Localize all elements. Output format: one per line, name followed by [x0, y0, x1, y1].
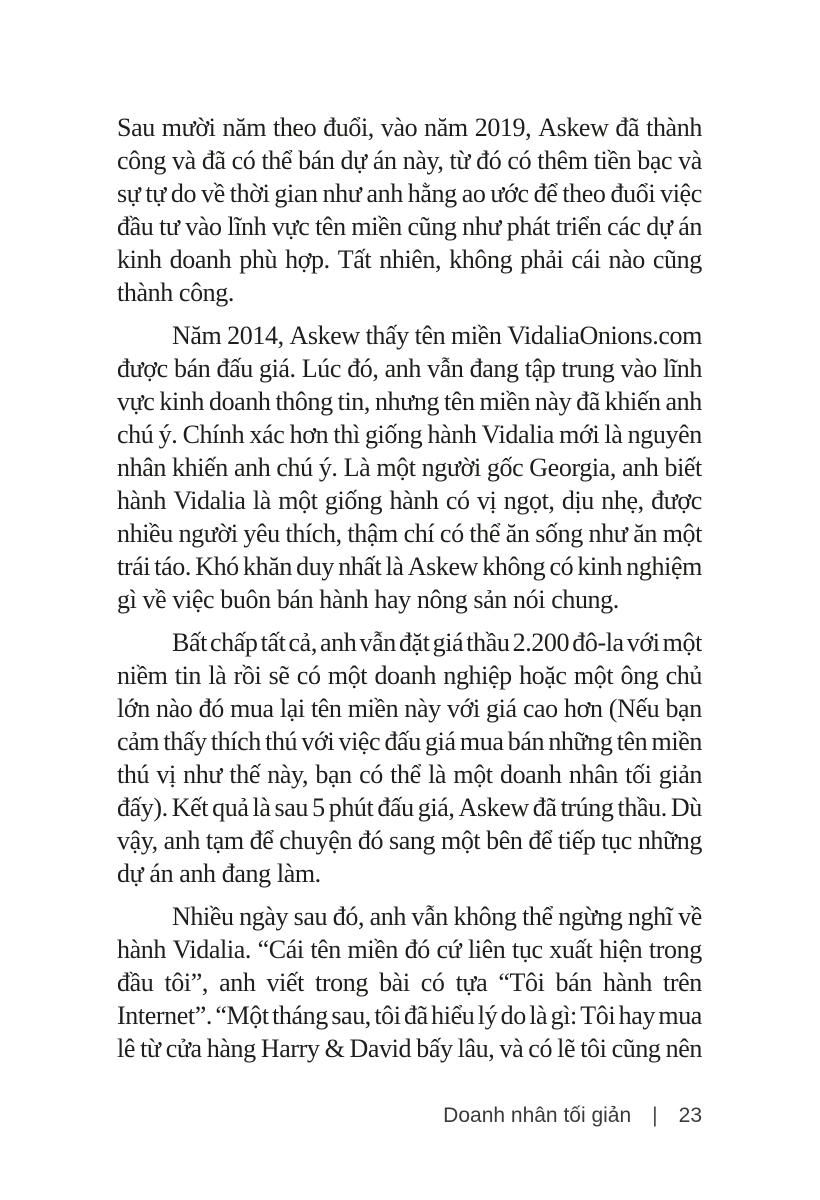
text-line: cảm thấy thích thú với việc đấu giá mua bán những tên miền — [117, 727, 702, 756]
text-line: lê từ cửa hàng Harry & David bấy lâu, và có lẽ tôi cũng nên — [117, 1034, 702, 1063]
text-line: Sau mười năm theo đuổi, vào năm 2019, Askew đã thành — [117, 113, 702, 142]
text-line: nhiều người yêu thích, thậm chí có thể ăn sống như ăn một — [117, 519, 702, 548]
text-block — [117, 111, 702, 1065]
paragraph — [117, 319, 702, 616]
text-line: kinh doanh phù hợp. Tất nhiên, không phải cái nào cũng — [117, 245, 702, 274]
footer-separator: | — [652, 1104, 658, 1127]
text-line: Bất chấp tất cả, anh vẫn đặt giá thầu 2.200 đô-la với một — [172, 628, 702, 657]
text-line: vậy, anh tạm để chuyện đó sang một bên để tiếp tục những — [117, 826, 702, 855]
text-line: gì về việc buôn bán hành hay nông sản nói chung. — [117, 585, 619, 614]
text-line: trái táo. Khó khăn duy nhất là Askew không có kinh nghiệm — [117, 552, 702, 581]
text-line: Nhiều ngày sau đó, anh vẫn không thể ngừng nghĩ về — [172, 902, 702, 931]
text-line: được bán đấu giá. Lúc đó, anh vẫn đang tập trung vào lĩnh — [117, 354, 702, 383]
text-line: hành Vidalia. “Cái tên miền đó cứ liên tục xuất hiện trong — [117, 935, 702, 964]
text-line: dự án anh đang làm. — [117, 859, 321, 888]
text-line: nhân khiến anh chú ý. Là một người gốc Georgia, anh biết — [117, 453, 702, 482]
text-line: thú vị như thế này, bạn có thể là một doanh nhân tối giản — [117, 760, 702, 789]
text-line: chú ý. Chính xác hơn thì giống hành Vidalia mới là nguyên — [117, 420, 702, 449]
text-line: sự tự do về thời gian như anh hằng ao ước để theo đuổi việc — [117, 179, 702, 208]
text-line: thành công. — [117, 278, 235, 307]
text-line: công và đã có thể bán dự án này, từ đó có thêm tiền bạc và — [117, 146, 702, 175]
page-footer — [443, 1104, 702, 1128]
paragraph — [117, 626, 702, 890]
text-line: hành Vidalia là một giống hành có vị ngọt, dịu nhẹ, được — [117, 486, 702, 515]
text-line: niềm tin là rồi sẽ có một doanh nghiệp hoặc một ông chủ — [117, 661, 702, 690]
text-line: đầu tư vào lĩnh vực tên miền cũng như phát triển các dự án — [117, 212, 702, 241]
text-line: Internet”. “Một tháng sau, tôi đã hiểu lý do là gì: Tôi hay mua — [117, 1001, 702, 1030]
text-line: vực kinh doanh thông tin, nhưng tên miền này đã khiến anh — [117, 387, 702, 416]
text-line: lớn nào đó mua lại tên miền này với giá cao hơn (Nếu bạn — [117, 694, 702, 723]
footer-book-title: Doanh nhân tối giản — [443, 1104, 632, 1127]
text-line: đầu tôi”, anh viết trong bài có tựa “Tôi bán hành trên — [117, 968, 702, 997]
paragraph — [117, 111, 702, 309]
text-line: Năm 2014, Askew thấy tên miền VidaliaOnions.com — [172, 321, 702, 350]
paragraph — [117, 900, 702, 1065]
footer-page-number: 23 — [678, 1104, 702, 1127]
text-line: đấy). Kết quả là sau 5 phút đấu giá, Askew đã trúng thầu. Dù — [117, 793, 702, 822]
